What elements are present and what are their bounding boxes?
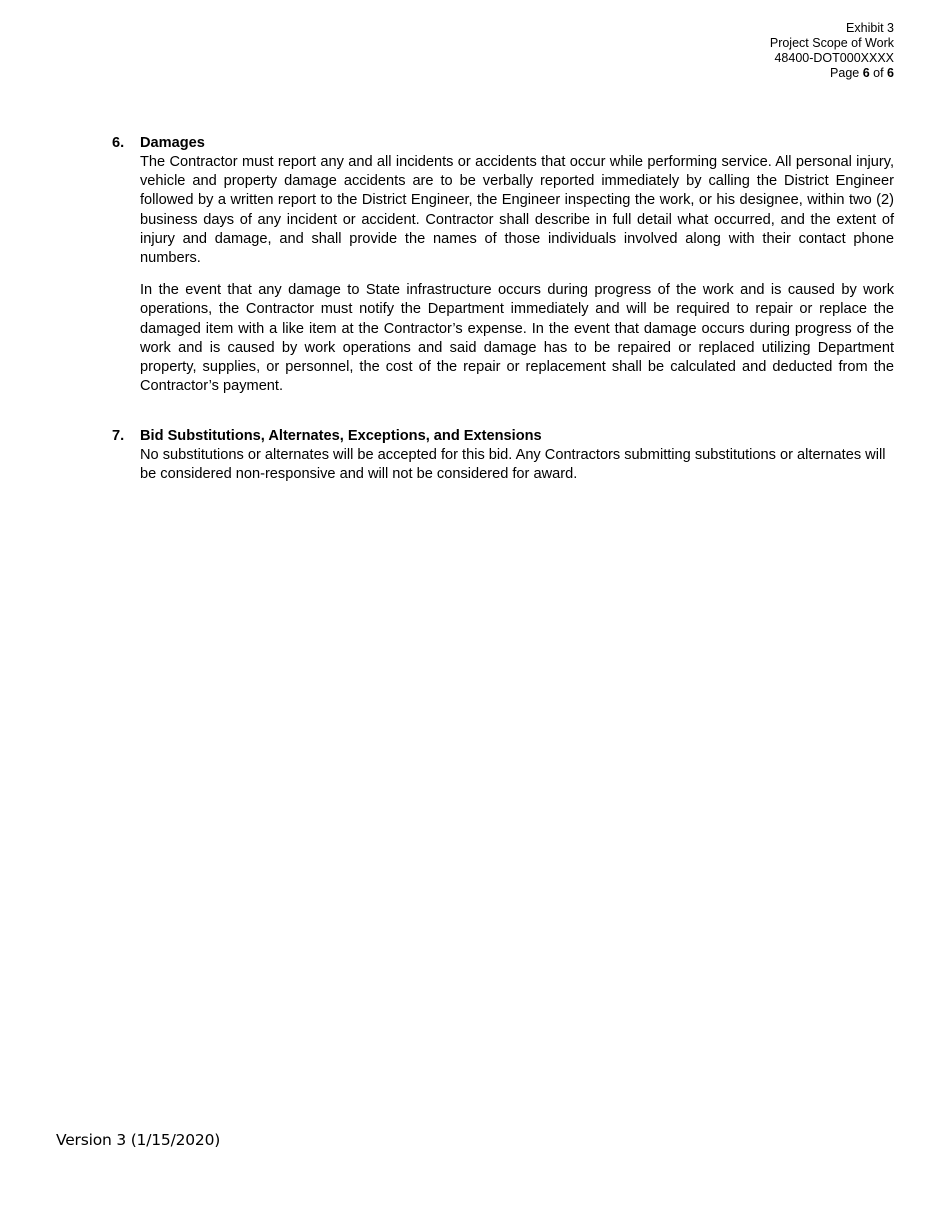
section-number: 6. (112, 135, 125, 151)
damages-paragraph-1: The Contractor must report any and all incidents or accidents that occur while performing service. All personal injury, vehicle and property damage accidents are to be verbally reported immediately by calling the District Engineer followed by a written report to the District Engineer, the Engineer inspecting the work, or his designee, within two (2) business days of any incident or accident. Contractor shall describe in full detail what occurred, and the extent of injury and damage, and shall provide the names of those individuals involved along with their contact phone numbers. (140, 154, 894, 267)
bid-substitutions-paragraph: No substitutions or alternates will be accepted for this bid. Any Contractors submitting substitutions or alternates will be considered non-responsive and will not be considered for award. (140, 447, 886, 483)
section-number: 7. (112, 428, 125, 444)
section-damages (112, 134, 894, 396)
section-heading (112, 427, 894, 446)
page-total: 6 (887, 66, 894, 80)
page-current: 6 (862, 66, 870, 80)
contract-id: 48400-DOT000XXXX (774, 51, 894, 65)
page-number: Page 6 of 6 (830, 66, 894, 80)
damages-paragraph-2: In the event that any damage to State infrastructure occurs during progress of the work and is caused by work operations, the Contractor must notify the Department immediately and will be required to repair or replace the damaged item with a like item at the Contractor’s expense. In the event that damage occurs during progress of the work and is caused by work operations and said damage has to be repaired or replaced utilizing Department property, supplies, or personnel, the cost of the repair or replacement shall be calculated and deducted from the Contractor’s payment. (140, 282, 894, 395)
project-label: Project Scope of Work (769, 36, 894, 50)
version-footer: Version 3 (1/15/2020) (56, 1131, 221, 1149)
page-header (770, 21, 894, 81)
section-bid-substitutions (112, 427, 894, 484)
section-heading (112, 134, 894, 153)
section-title: Bid Substitutions, Alternates, Exceptions, and Extensions (140, 428, 542, 444)
section-title: Damages (140, 135, 205, 151)
exhibit-label: Exhibit 3 (846, 21, 894, 35)
